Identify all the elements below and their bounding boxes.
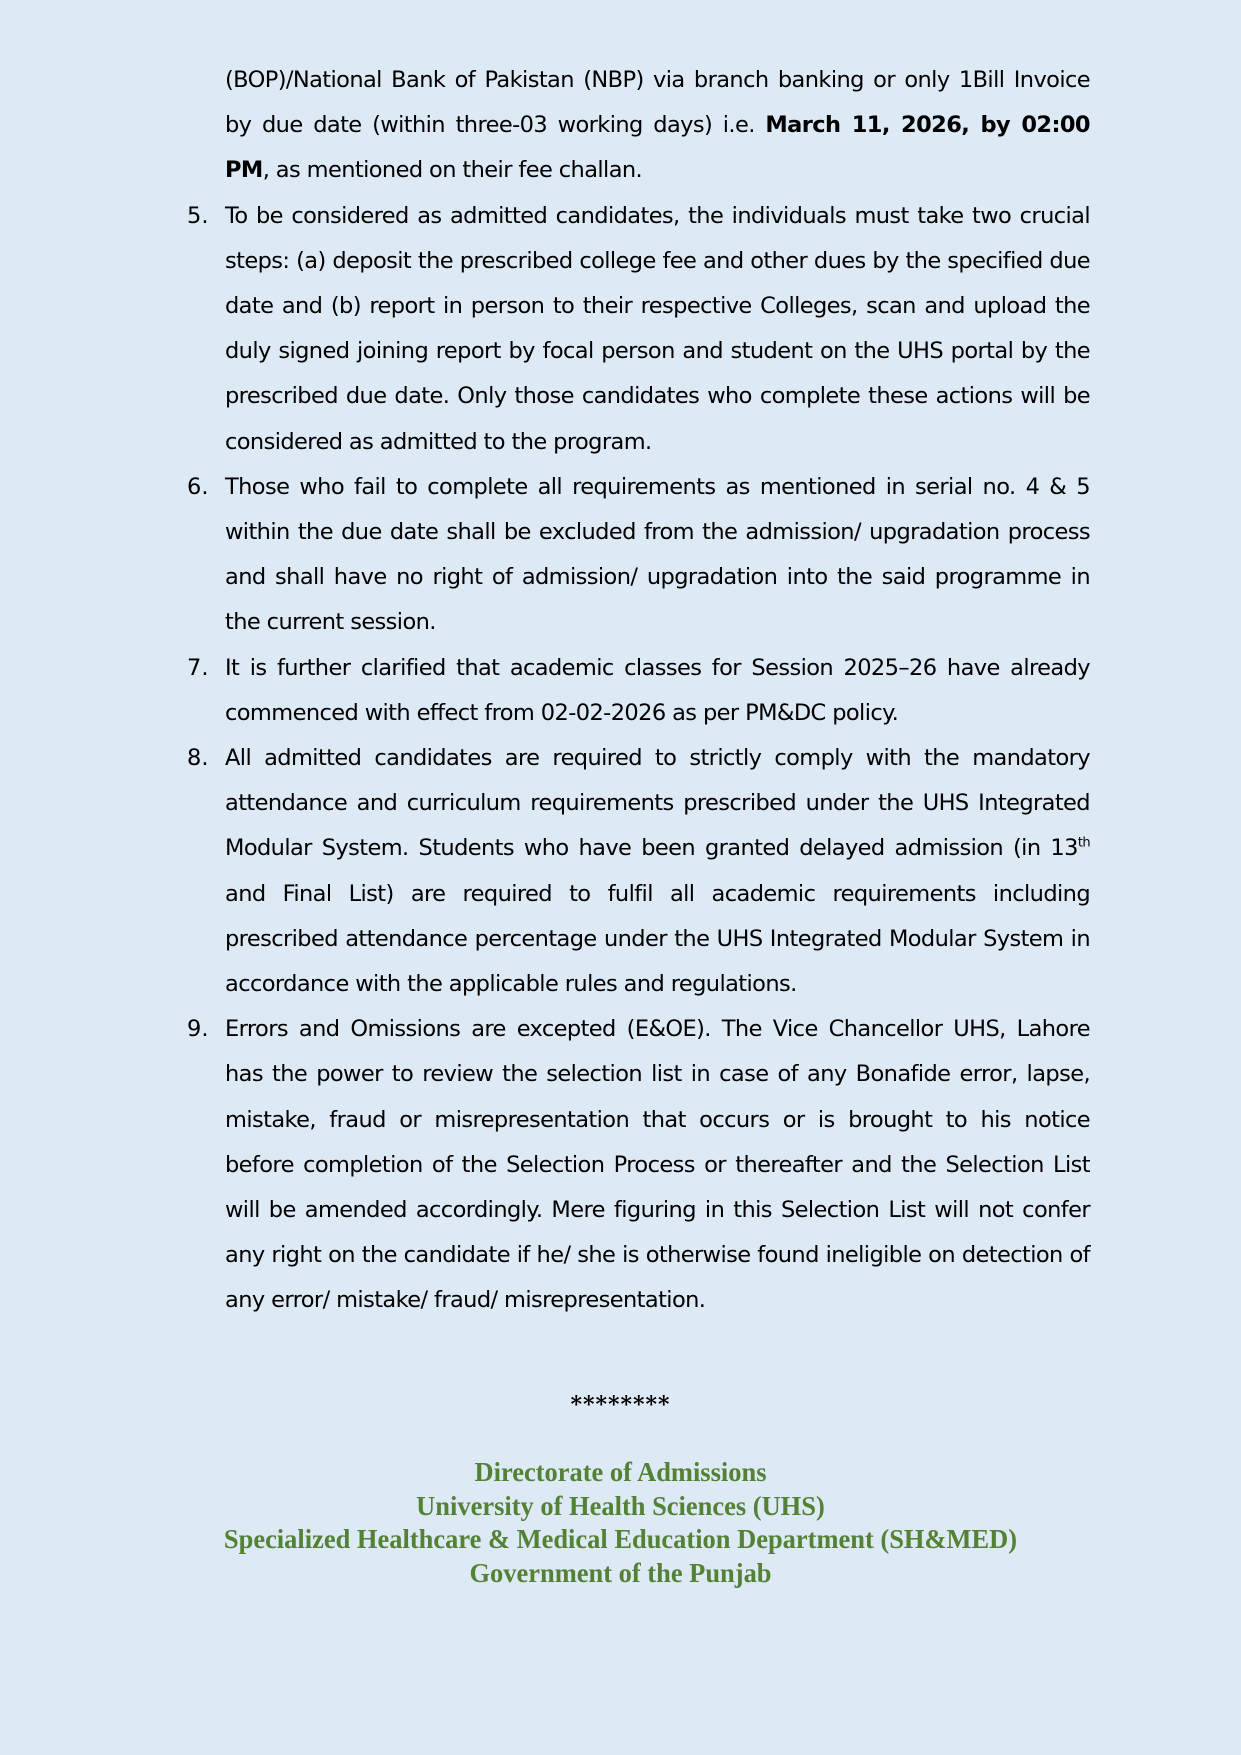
continuation-paragraph	[225, 58, 1090, 194]
item-text-part: and Final List) are required to fulfil all academic requirements including prescribed attendance percentage under the UHS Integrated Modular System in accordance with the applicable rules and regulations.	[225, 880, 1090, 998]
separator: ********	[570, 1392, 671, 1418]
item-number: 8.	[187, 745, 209, 772]
item-number: 9.	[187, 1016, 209, 1043]
document-body	[187, 58, 1090, 1324]
list-item-9	[187, 1007, 1090, 1323]
item-text: Those who fail to complete all requirements as mentioned in serial no. 4 & 5 within the due date shall be excluded from the admission/ upgradation process and shall have no right of admission/ upgradation into the said programme in the current session.	[225, 473, 1090, 636]
continuation-text-end: , as mentioned on their fee challan.	[262, 157, 643, 184]
item-number: 7.	[187, 654, 209, 681]
list-item-7	[187, 646, 1090, 736]
list-item-5	[187, 194, 1090, 465]
footer-line-department: Specialized Healthcare & Medical Education Department (SH&MED)	[223, 1524, 1018, 1555]
list-item-6	[187, 465, 1090, 646]
item-text: It is further clarified that academic classes for Session 2025–26 have already commenced with effect from 02-02-2026 as per PM&DC policy.	[225, 654, 1090, 726]
item-text: To be considered as admitted candidates, the individuals must take two crucial steps: (a) deposit the prescribed college fee and other dues by the specified due date and (b) report in person to their respective Colleges, scan and upload the duly signed joining report by focal person and student on the UHS portal by the prescribed due date. Only those candidates who complete these actions will be considered as admitted to the program.	[225, 202, 1090, 455]
item-number: 6.	[187, 473, 209, 500]
superscript: th	[1077, 835, 1090, 851]
item-text-part: All admitted candidates are required to strictly comply with the mandatory attendance and curriculum requirements prescribed under the UHS Integrated Modular System. Students who have been granted delayed admission (in 13	[225, 745, 1090, 862]
footer-line-university: University of Health Sciences (UHS)	[416, 1490, 825, 1521]
issuer-block	[0, 1456, 1241, 1590]
due-date-bold: March 11, 2026, by 02:00 PM	[225, 112, 1090, 184]
footer-line-directorate: Directorate of Admissions	[474, 1457, 767, 1487]
item-number: 5.	[187, 202, 209, 229]
item-text	[225, 736, 1090, 1007]
continuation-text: (BOP)/National Bank of Pakistan (NBP) via branch banking or only 1Bill Invoice by due date (within three-03 working days) i.e.	[225, 67, 1090, 139]
footer-line-government: Government of the Punjab	[469, 1557, 772, 1588]
list-item-8	[187, 736, 1090, 1007]
item-text: Errors and Omissions are excepted (E&OE). The Vice Chancellor UHS, Lahore has the power to review the selection list in case of any Bonafide error, lapse, mistake, fraud or misrepresentation that occurs or is brought to his notice before completion of the Selection Process or thereafter and the Selection List will be amended accordingly. Mere figuring in this Selection List will not confer any right on the candidate if he/ she is otherwise found ineligible on detection of any error/ mistake/ fraud/ misrepresentation.	[225, 1016, 1090, 1314]
